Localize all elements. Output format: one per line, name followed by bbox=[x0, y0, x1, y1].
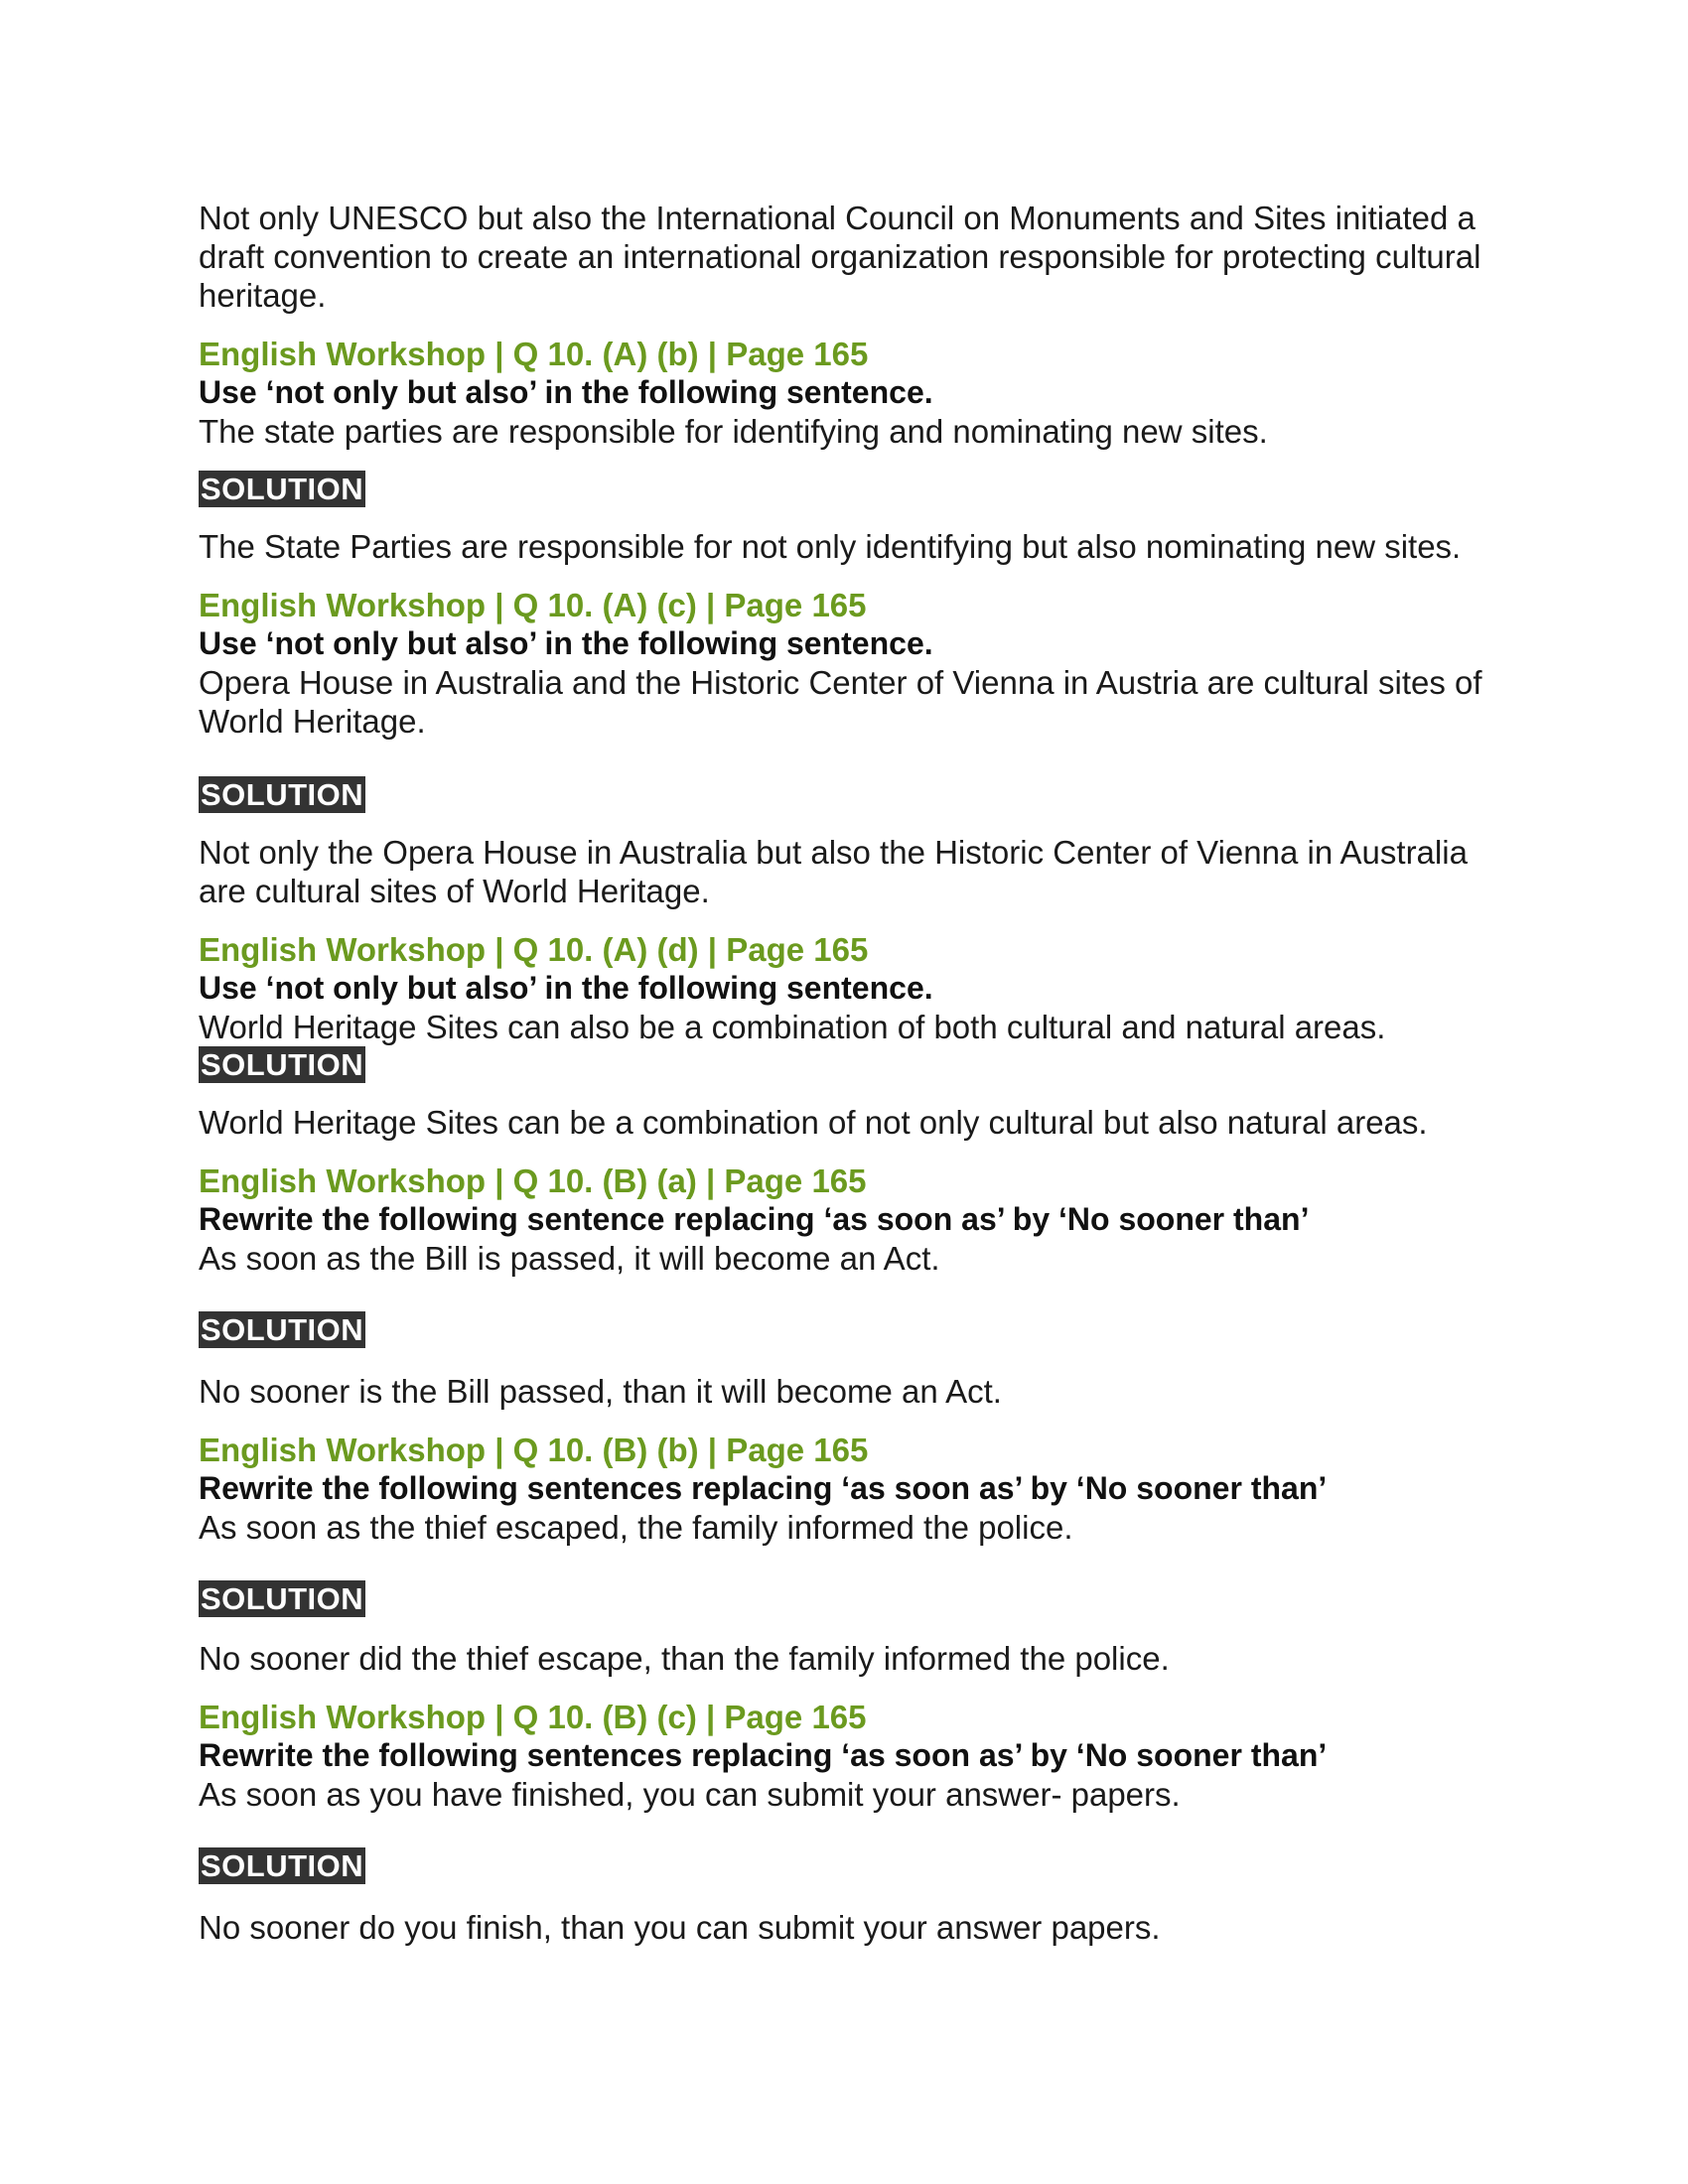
question-instruction: Rewrite the following sentences replacing ‘as soon as’ by ‘No sooner than’ bbox=[199, 1737, 1328, 1773]
question-heading: English Workshop | Q 10. (B) (a) | Page 165 bbox=[199, 1162, 867, 1199]
solution-answer: The State Parties are responsible for not only identifying but also nominating new sites. bbox=[199, 528, 1462, 565]
solution-label-wrap bbox=[199, 1311, 1499, 1348]
solution-label-wrap bbox=[199, 1046, 1499, 1083]
question-section-b-c bbox=[199, 1698, 1499, 1947]
solution-badge: SOLUTION bbox=[201, 1047, 364, 1082]
question-sentence: As soon as the thief escaped, the family informed the police. bbox=[199, 1509, 1073, 1546]
question-section-a-d bbox=[199, 930, 1499, 1142]
solution-badge: SOLUTION bbox=[201, 777, 364, 812]
question-heading: English Workshop | Q 10. (B) (c) | Page 165 bbox=[199, 1699, 867, 1735]
question-sentence: As soon as you have finished, you can submit your answer- papers. bbox=[199, 1776, 1181, 1813]
question-sentence: As soon as the Bill is passed, it will become an Act. bbox=[199, 1240, 940, 1277]
question-heading: English Workshop | Q 10. (A) (b) | Page 165 bbox=[199, 336, 869, 372]
question-instruction: Use ‘not only but also’ in the following sentence. bbox=[199, 374, 933, 410]
solution-answer: Not only the Opera House in Australia but also the Historic Center of Vienna in Australia are cultural sites of World Heritage. bbox=[199, 834, 1468, 909]
question-section-a-c bbox=[199, 586, 1499, 910]
question-instruction: Rewrite the following sentence replacing ‘as soon as’ by ‘No sooner than’ bbox=[199, 1201, 1310, 1237]
solution-answer: No sooner did the thief escape, than the family informed the police. bbox=[199, 1640, 1170, 1677]
solution-label-wrap bbox=[199, 471, 1499, 507]
solution-label-wrap bbox=[199, 1847, 1499, 1884]
solution-label-wrap bbox=[199, 1580, 1499, 1617]
question-heading: English Workshop | Q 10. (B) (b) | Page 165 bbox=[199, 1432, 869, 1468]
solution-answer: No sooner is the Bill passed, than it will become an Act. bbox=[199, 1373, 1002, 1410]
question-section-a-b bbox=[199, 335, 1499, 566]
question-sentence: The state parties are responsible for identifying and nominating new sites. bbox=[199, 413, 1268, 450]
solution-badge: SOLUTION bbox=[201, 1312, 364, 1347]
question-instruction: Use ‘not only but also’ in the following sentence. bbox=[199, 625, 933, 661]
question-section-b-b bbox=[199, 1431, 1499, 1678]
question-heading: English Workshop | Q 10. (A) (d) | Page 165 bbox=[199, 931, 869, 968]
document-page bbox=[199, 199, 1499, 1947]
intro-paragraph: Not only UNESCO but also the International Council on Monuments and Sites initiated a draft convention to create an international organization responsible for protecting cultural heritage. bbox=[199, 200, 1481, 314]
question-instruction: Use ‘not only but also’ in the following sentence. bbox=[199, 970, 933, 1006]
solution-badge: SOLUTION bbox=[201, 1581, 364, 1616]
question-heading: English Workshop | Q 10. (A) (c) | Page 165 bbox=[199, 587, 867, 623]
question-sentence: World Heritage Sites can also be a combination of both cultural and natural areas. bbox=[199, 1009, 1386, 1045]
question-sentence: Opera House in Australia and the Historic Center of Vienna in Austria are cultural sites of World Heritage. bbox=[199, 664, 1482, 740]
solution-label-wrap bbox=[199, 776, 1499, 813]
solution-badge: SOLUTION bbox=[201, 472, 364, 506]
question-section-b-a bbox=[199, 1161, 1499, 1411]
question-instruction: Rewrite the following sentences replacing ‘as soon as’ by ‘No sooner than’ bbox=[199, 1470, 1328, 1506]
solution-badge: SOLUTION bbox=[201, 1848, 364, 1883]
solution-answer: No sooner do you finish, than you can submit your answer papers. bbox=[199, 1909, 1161, 1946]
solution-answer: World Heritage Sites can be a combination of not only cultural but also natural areas. bbox=[199, 1104, 1428, 1141]
